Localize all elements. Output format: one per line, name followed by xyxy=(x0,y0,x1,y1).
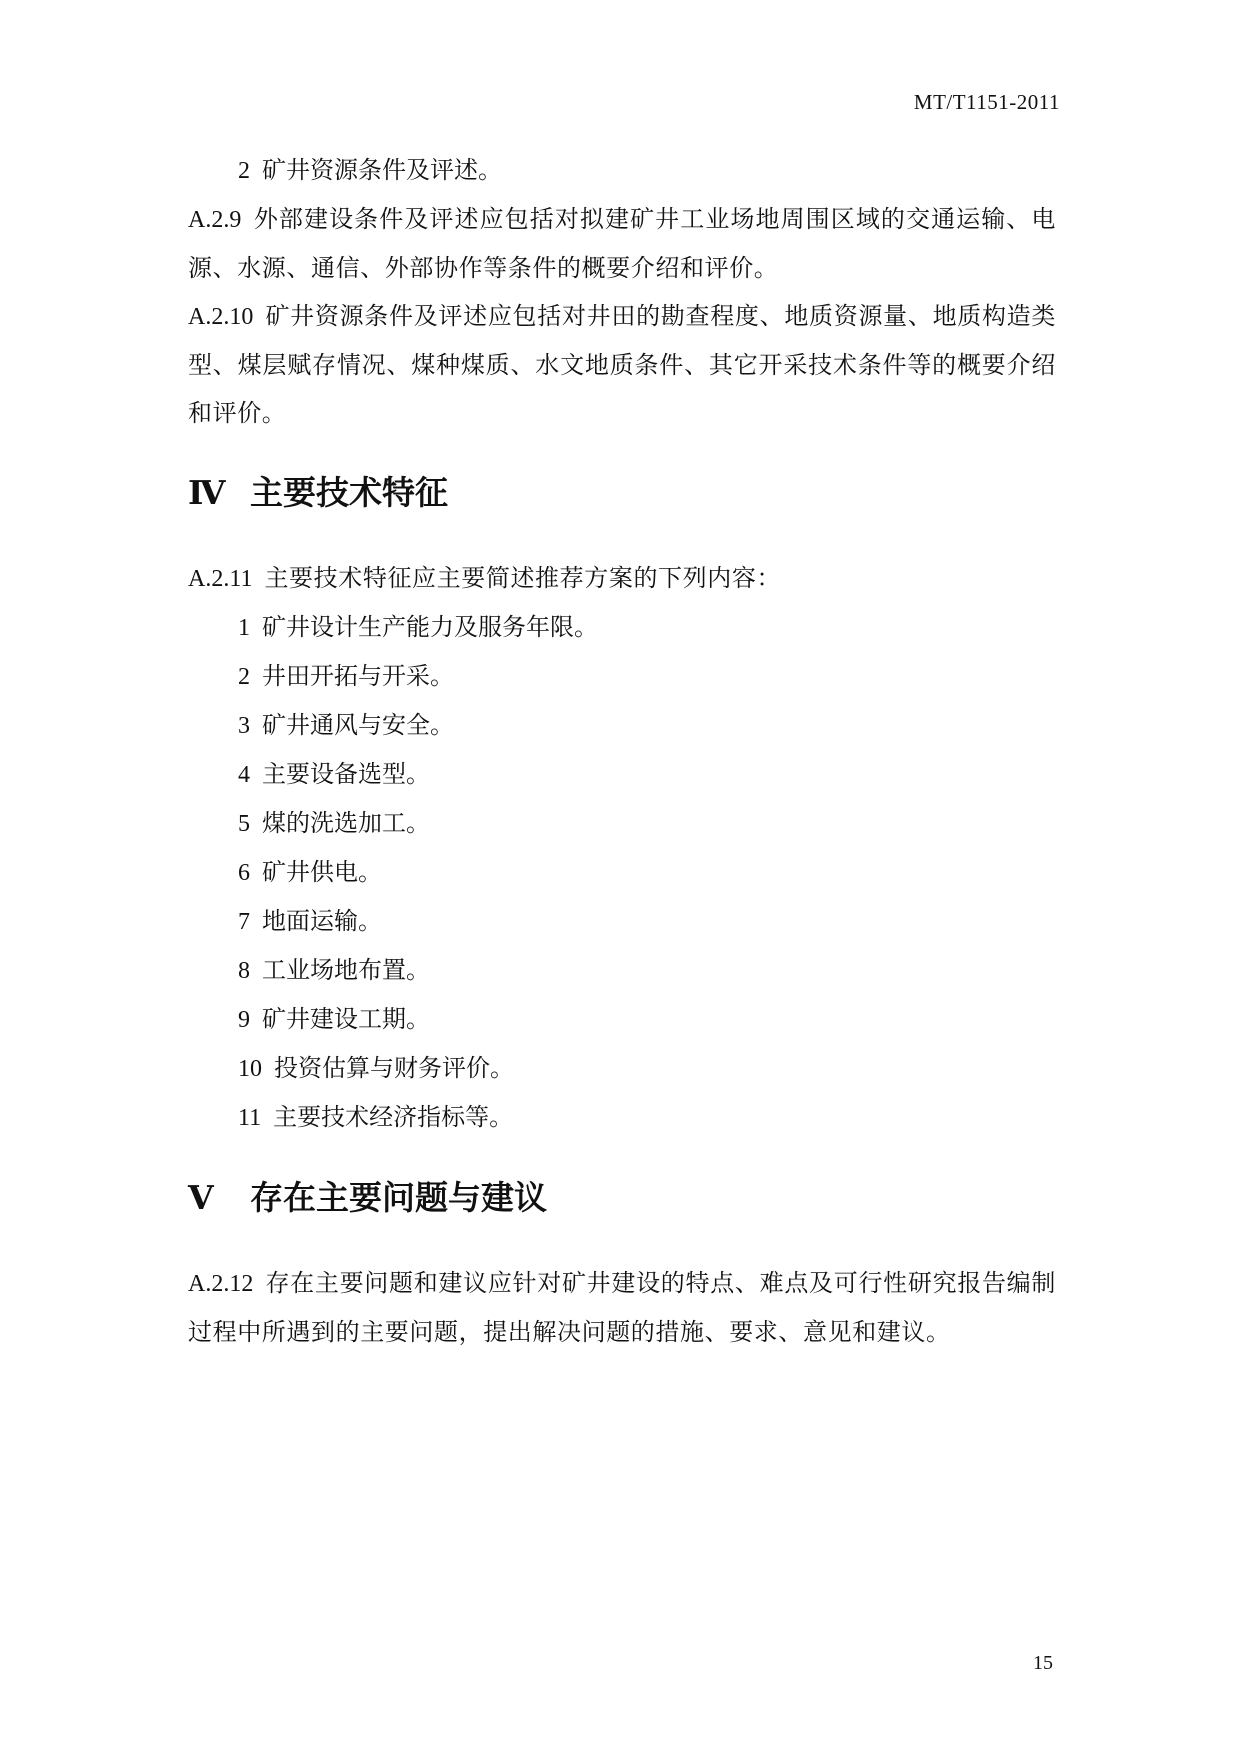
technical-features-list xyxy=(188,603,1056,1142)
list-item xyxy=(238,701,1056,750)
clause-a-2-11 xyxy=(188,554,1056,603)
document-code: MT/T1151-2011 xyxy=(913,90,1060,114)
list-item-text: 煤的洗选加工。 xyxy=(262,809,430,837)
clause-code: A.2.11 xyxy=(188,566,253,592)
list-item-text: 地面运输。 xyxy=(262,907,382,935)
clause-a-2-10 xyxy=(188,292,1056,437)
list-item-number: 10 xyxy=(238,1056,262,1082)
section-title: 存在主要问题与建议 xyxy=(250,1178,547,1217)
list-item xyxy=(238,652,1056,701)
section-heading-iv xyxy=(188,471,1056,516)
list-item-text: 井田开拓与开采。 xyxy=(262,662,454,690)
clause-text: 矿井资源条件及评述应包括对井田的勘查程度、地质资源量、地质构造类型、煤层赋存情况、煤种煤质、水文地质条件、其它开采技术条件等的概要介绍和评价。 xyxy=(188,302,1056,427)
list-item-text: 主要设备选型。 xyxy=(262,760,430,788)
clause-a-2-9 xyxy=(188,195,1056,292)
list-item-number: 2 xyxy=(238,664,250,690)
page-number: 15 xyxy=(1033,1652,1053,1674)
list-item xyxy=(238,799,1056,848)
list-item-number: 11 xyxy=(238,1105,262,1131)
list-item-number: 6 xyxy=(238,860,250,886)
list-item xyxy=(238,603,1056,652)
clause-text: 外部建设条件及评述应包括对拟建矿井工业场地周围区域的交通运输、电源、水源、通信、外部协作等条件的概要介绍和评价。 xyxy=(188,205,1056,282)
list-item-number: 5 xyxy=(238,811,250,837)
list-item-text: 矿井设计生产能力及服务年限。 xyxy=(262,613,598,641)
list-item-number: 3 xyxy=(238,713,250,739)
list-item-text: 矿井资源条件及评述。 xyxy=(262,156,502,184)
list-item xyxy=(238,750,1056,799)
list-item xyxy=(238,897,1056,946)
list-item-number: 2 xyxy=(238,158,250,184)
section-roman-numeral: Ⅳ xyxy=(188,476,226,512)
list-item-number: 9 xyxy=(238,1007,250,1033)
section-title: 主要技术特征 xyxy=(250,473,448,512)
list-item xyxy=(238,848,1056,897)
list-item-text: 主要技术经济指标等。 xyxy=(273,1103,514,1131)
list-item xyxy=(238,995,1056,1044)
section-heading-v xyxy=(188,1176,1056,1221)
list-item-number: 4 xyxy=(238,762,250,788)
clause-text: 存在主要问题和建议应针对矿井建设的特点、难点及可行性研究报告编制过程中所遇到的主要问题，提出解决问题的措施、要求、意见和建议。 xyxy=(188,1269,1056,1346)
list-item-text: 矿井通风与安全。 xyxy=(262,711,454,739)
list-item-text: 工业场地布置。 xyxy=(262,956,430,984)
clause-code: A.2.9 xyxy=(188,207,242,233)
list-item xyxy=(238,1044,1056,1093)
clause-code: A.2.12 xyxy=(188,1271,254,1297)
list-item-number: 1 xyxy=(238,615,250,641)
list-item xyxy=(238,146,1056,195)
list-item-number: 8 xyxy=(238,958,250,984)
clause-text: 主要技术特征应主要简述推荐方案的下列内容： xyxy=(264,564,782,592)
clause-code: A.2.10 xyxy=(188,304,254,330)
list-item-number: 7 xyxy=(238,909,250,935)
list-item-text: 投资估算与财务评价。 xyxy=(274,1054,514,1082)
section-roman-numeral: Ⅴ xyxy=(188,1181,214,1217)
page-content xyxy=(188,146,1056,1356)
list-item xyxy=(238,1093,1056,1142)
clause-a-2-12 xyxy=(188,1259,1056,1356)
list-item xyxy=(238,946,1056,995)
list-item-text: 矿井建设工期。 xyxy=(262,1005,430,1033)
list-item-text: 矿井供电。 xyxy=(262,858,382,886)
